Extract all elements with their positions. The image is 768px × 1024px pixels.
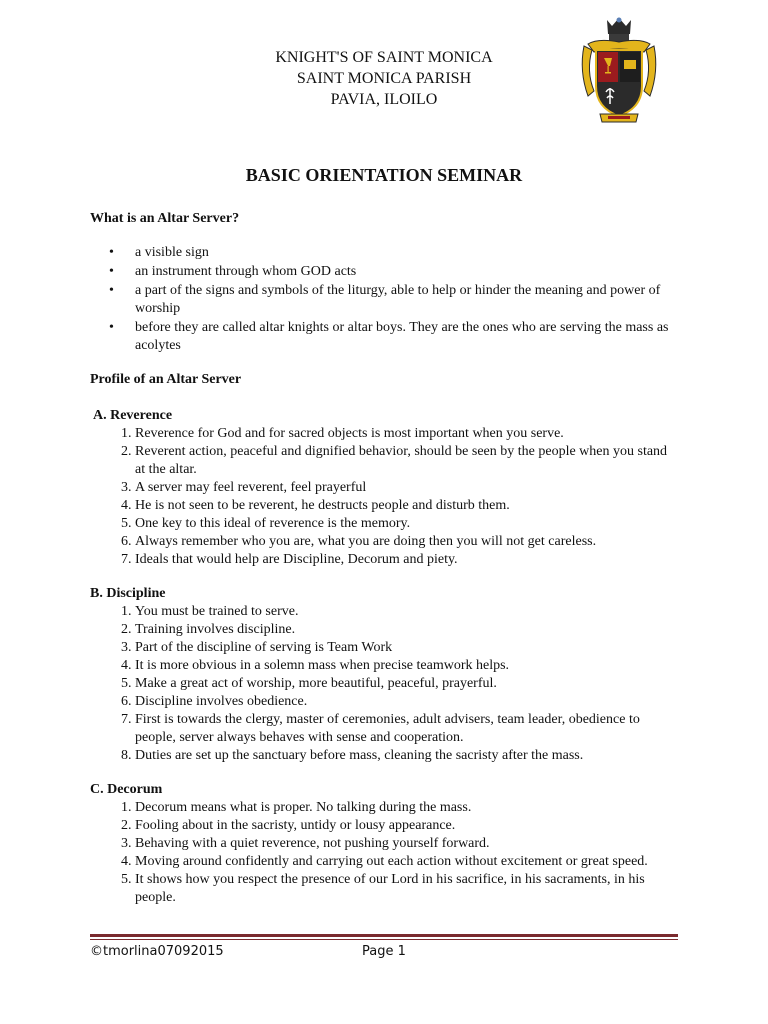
list-item: 5. It shows how you respect the presence of our Lord in his sacrifice, in his sacraments, in his people.: [135, 871, 680, 907]
header-parish: SAINT MONICA PARISH: [296, 70, 472, 87]
list-item: 4. Moving around confidently and carrying out each action without excitement or great speed.: [135, 853, 680, 871]
list-item: 5. One key to this ideal of reverence is the memory.: [135, 515, 680, 533]
document-title: BASIC ORIENTATION SEMINAR: [245, 165, 523, 185]
subsection-heading-reverence: A. Reverence: [93, 408, 173, 423]
list-item: 6. Discipline involves obedience.: [135, 693, 680, 711]
decorum-list: [90, 799, 680, 907]
list-item: 3. Part of the discipline of serving is Team Work: [135, 639, 680, 657]
list-item: 3. A server may feel reverent, feel prayerful: [135, 479, 680, 497]
list-item: 2. Training involves discipline.: [135, 621, 680, 639]
list-item: 1. Reverence for God and for sacred objects is most important when you serve.: [135, 425, 680, 443]
list-item: 2. Fooling about in the sacristy, untidy or lousy appearance.: [135, 817, 680, 835]
section-heading-profile: Profile of an Altar Server: [90, 372, 242, 387]
header-location: PAVIA, ILOILO: [330, 91, 438, 108]
discipline-list: [90, 603, 680, 765]
subsection-heading-discipline: B. Discipline: [90, 586, 166, 601]
list-item: 5. Make a great act of worship, more beautiful, peaceful, prayerful.: [135, 675, 680, 693]
list-item: 7. First is towards the clergy, master of ceremonies, adult advisers, team leader, obedience to people, server always behaves with sense and cooperation.: [135, 711, 680, 747]
list-item: 2. Reverent action, peaceful and dignified behavior, should be seen by the people when you stand at the altar.: [135, 443, 680, 479]
document-body: [90, 210, 680, 923]
list-item: 7. Ideals that would help are Discipline, Decorum and piety.: [135, 551, 680, 569]
footer-copyright: ©tmorlina07092015: [90, 944, 224, 959]
list-item: • a visible sign: [135, 244, 680, 262]
footer-page-number: Page 1: [362, 944, 406, 959]
list-item: 1. Decorum means what is proper. No talking during the mass.: [135, 799, 680, 817]
what-bullet-list: [90, 244, 680, 355]
list-item: 4. It is more obvious in a solemn mass when precise teamwork helps.: [135, 657, 680, 675]
list-item: • before they are called altar knights or altar boys. They are the ones who are serving the mass as acolytes: [135, 319, 680, 355]
list-item: • a part of the signs and symbols of the liturgy, able to help or hinder the meaning and power of worship: [135, 282, 680, 318]
list-item: 6. Always remember who you are, what you are doing then you will not get careless.: [135, 533, 680, 551]
list-item: 3. Behaving with a quiet reverence, not pushing yourself forward.: [135, 835, 680, 853]
section-heading-what: What is an Altar Server?: [90, 211, 240, 226]
list-item: 8. Duties are set up the sanctuary before mass, cleaning the sacristy after the mass.: [135, 747, 680, 765]
subsection-heading-decorum: C. Decorum: [90, 782, 163, 797]
footer-rule-thick: [90, 934, 678, 937]
list-item: 4. He is not seen to be reverent, he destructs people and disturb them.: [135, 497, 680, 515]
header-org-name: KNIGHT'S OF SAINT MONICA: [275, 49, 493, 66]
reverence-list: [90, 425, 680, 569]
parish-crest-icon: [574, 16, 664, 128]
list-item: 1. You must be trained to serve.: [135, 603, 680, 621]
list-item: • an instrument through whom GOD acts: [135, 263, 680, 281]
footer-rule-thin: [90, 939, 678, 940]
